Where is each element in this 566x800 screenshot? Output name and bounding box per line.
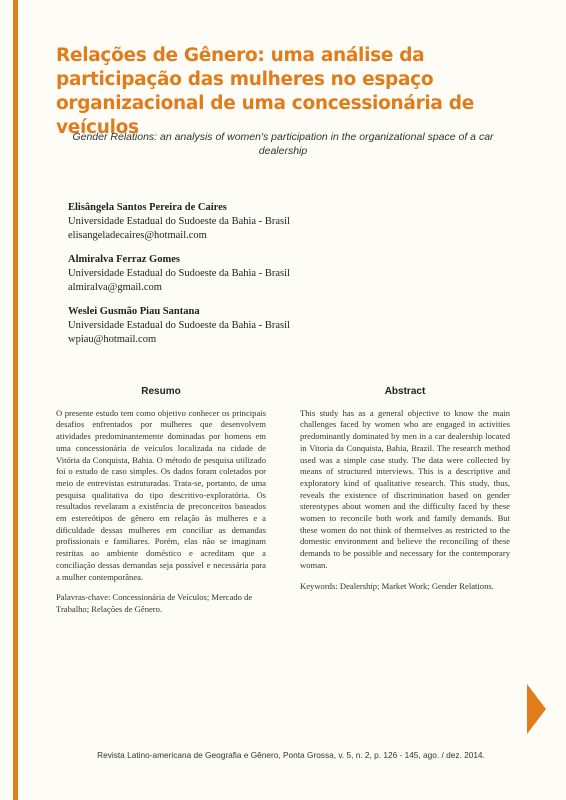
author-email: wpiau@hotmail.com	[68, 334, 157, 345]
author-affiliation: Universidade Estadual do Sudoeste da Bahia - Brasil	[68, 268, 290, 279]
left-accent-bar	[13, 0, 18, 800]
author-block	[68, 305, 488, 347]
author-name: Weslei Gusmão Piau Santana	[68, 306, 200, 317]
abstract-section	[300, 386, 510, 601]
abstract-text: This study has as a general objective to know the main challenges faced by women who are engaged in activities predominantly dominated by men in a car dealership located in Vitoria da Conquista, Bahia, Brazil. The research method used was a simple case study. The data were collected by means of structured interviews. This is a descriptive and exploratory kind of qualitative research. This study, thus, reveals the existence of discrimination based on gender stereotypes about women and the difficulty faced by these women to reconcile both work and family demands. But these women do not think of themselves as restricted to the domestic environment and believe the reconciling of these demands to be possible and necessary for the contemporary woman.	[300, 407, 510, 570]
author-block	[68, 253, 488, 295]
author-affiliation: Universidade Estadual do Sudoeste da Bahia - Brasil	[68, 216, 290, 227]
author-affiliation: Universidade Estadual do Sudoeste da Bahia - Brasil	[68, 320, 290, 331]
journal-footer: Revista Latino-americana de Geografia e Gênero, Ponta Grossa, v. 5, n. 2, p. 126 - 145, ago. / dez. 2014.	[97, 750, 485, 760]
author-block	[68, 201, 488, 243]
author-name: Elisângela Santos Pereira de Caires	[68, 202, 227, 213]
author-email: almiralva@gmail.com	[68, 282, 162, 293]
resumo-heading: Resumo	[141, 386, 181, 397]
article-title: Relações de Gênero: uma análise da participação das mulheres no espaço organizacional de uma concessionária de veículos	[56, 45, 474, 138]
author-name: Almiralva Ferraz Gomes	[68, 254, 180, 265]
abstract-keywords: Keywords: Dealership; Market Work; Gender Relations.	[300, 580, 494, 591]
author-list	[68, 201, 488, 357]
resumo-text: O presente estudo tem como objetivo conhecer os principais desafios enfrentados por mulheres que desenvolvem atividades predominantemente dominadas por homens em uma concessionária de veículos localizada na cidade de Vitória da Conquista, Bahia. O método de pesquisa utilizado foi o estudo de caso simples. Os dados foram coletados por meio de entrevistas estruturadas. Trata-se, portanto, de uma pesquisa qualitativa do tipo descritivo-exploratória. Os resultados revelaram a existência de preconceitos baseados em estereótipos de gênero em relação às mulheres e a dificuldade dessas mulheres em conciliar as demandas profissionais e familiares. Porém, elas não se imaginam restritas ao ambiente doméstico e acreditam que a conciliação dessas demandas seja possível e necessária para a mulher contemporânea.	[56, 407, 266, 582]
author-email: elisangeladecaires@hotmail.com	[68, 230, 207, 241]
abstract-heading: Abstract	[384, 386, 426, 397]
article-subtitle: Gender Relations: an analysis of women's participation in the organizational space of a car dealership	[72, 131, 494, 157]
resumo-keywords: Palavras-chave: Concessionária de Veículos; Mercado de Trabalho; Relações de Gênero.	[56, 592, 253, 614]
resumo-section	[56, 386, 266, 625]
next-page-arrow-icon[interactable]	[527, 684, 546, 734]
